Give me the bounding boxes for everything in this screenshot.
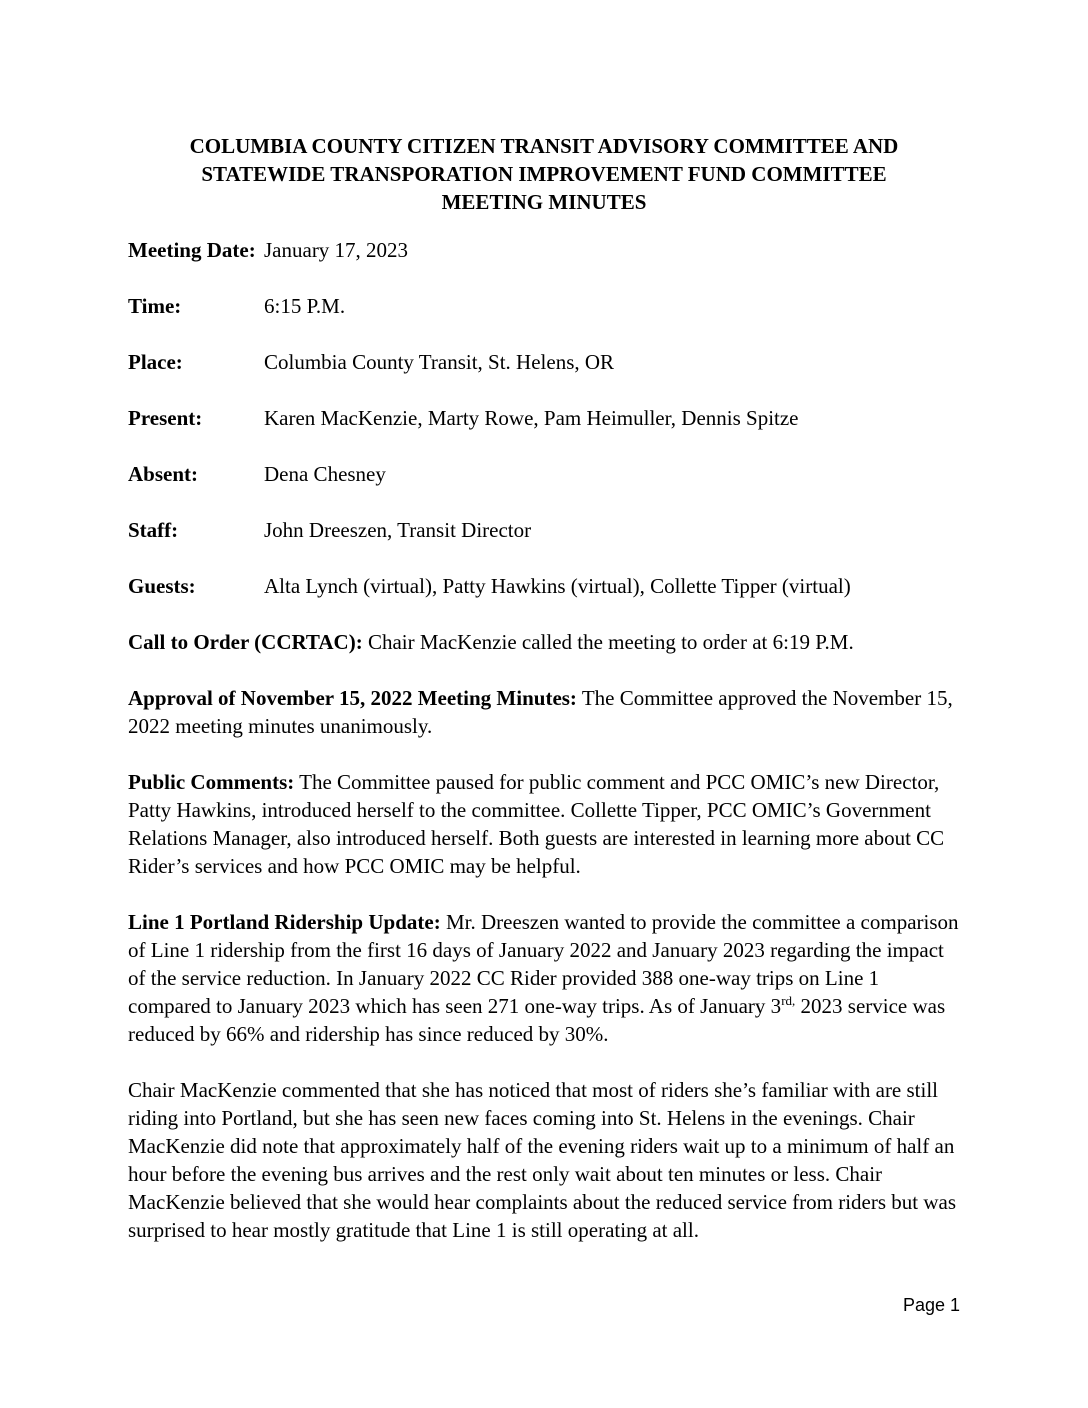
paragraph-line1-ridership-update: [128, 908, 960, 1048]
title-line-1: COLUMBIA COUNTY CITIZEN TRANSIT ADVISORY COMMITTEE AND: [189, 134, 899, 158]
meeting-info: [128, 236, 960, 600]
paragraph-call-to-order: [128, 628, 960, 656]
info-label: Absent:: [128, 462, 199, 486]
paragraph-heading: Approval of November 15, 2022 Meeting Minutes:: [128, 686, 577, 710]
paragraph-heading: Public Comments:: [128, 770, 295, 794]
info-row-staff: [128, 516, 960, 544]
info-value: Columbia County Transit, St. Helens, OR: [264, 350, 615, 374]
paragraph-public-comments: [128, 768, 960, 880]
paragraph-text: The Committee approved the November 15, 2022 meeting minutes unanimously.: [128, 686, 953, 738]
title-line-3: MEETING MINUTES: [441, 190, 647, 214]
info-value: Alta Lynch (virtual), Patty Hawkins (virtual), Collette Tipper (virtual): [264, 574, 851, 598]
page-number: Page 1: [902, 1295, 960, 1315]
info-label: Guests:: [128, 574, 196, 598]
title-line-2: STATEWIDE TRANSPORATION IMPROVEMENT FUND COMMITTEE: [201, 162, 887, 186]
paragraph-chair-comments: [128, 1076, 960, 1244]
paragraph-text: Chair MacKenzie called the meeting to order at 6:19 P.M.: [367, 630, 854, 654]
paragraph-text: The Committee paused for public comment and PCC OMIC’s new Director, Patty Hawkins, introduced herself to the committee. Collette Tipper, PCC OMIC’s Government Relations Manager, also introduced herself. Both guests are interested in learning more about CC Rider’s services and how PCC OMIC may be helpful.: [128, 770, 945, 878]
info-value: John Dreeszen, Transit Director: [264, 518, 532, 542]
paragraph-heading: Call to Order (CCRTAC):: [128, 630, 363, 654]
paragraph-text: 2023 service was reduced by 66% and ridership has since reduced by 30%.: [128, 994, 946, 1046]
info-row-present: [128, 404, 960, 432]
info-value: Karen MacKenzie, Marty Rowe, Pam Heimuller, Dennis Spitze: [264, 406, 799, 430]
info-label: Present:: [128, 406, 203, 430]
info-value: 6:15 P.M.: [264, 294, 346, 318]
paragraph-text: Chair MacKenzie commented that she has noticed that most of riders she’s familiar with are still riding into Portland, but she has seen new faces coming into St. Helens in the evenings. Chair MacKenzie did note that approximately half of the evening riders wait up to a minimum of half an hour before the evening bus arrives and the rest only wait about ten minutes or less. Chair MacKenzie believed that she would hear complaints about the reduced service from riders but was surprised to hear mostly gratitude that Line 1 is still operating at all.: [128, 1078, 957, 1242]
info-value: January 17, 2023: [264, 238, 409, 262]
info-label: Place:: [128, 350, 183, 374]
info-label: Meeting Date:: [128, 238, 256, 262]
document-title: [128, 132, 960, 216]
paragraph-heading: Line 1 Portland Ridership Update:: [128, 910, 441, 934]
info-row-place: [128, 348, 960, 376]
info-row-meeting-date: [128, 236, 960, 264]
info-row-absent: [128, 460, 960, 488]
info-label: Time:: [128, 294, 182, 318]
info-value: Dena Chesney: [264, 462, 386, 486]
paragraph-text: Mr. Dreeszen wanted to provide the committee a comparison of Line 1 ridership from the first 16 days of January 2022 and January 2023 regarding the impact of the service reduction. In January 2022 CC Rider provided 388 one-way trips on Line 1 compared to January 2023 which has seen 271 one-way trips. As of January 3: [128, 910, 959, 1018]
info-label: Staff:: [128, 518, 179, 542]
minutes-body: [128, 628, 960, 1244]
info-row-time: [128, 292, 960, 320]
paragraph-approval-minutes: [128, 684, 960, 740]
info-row-guests: [128, 572, 960, 600]
ordinal-superscript: rd,: [781, 993, 796, 1008]
